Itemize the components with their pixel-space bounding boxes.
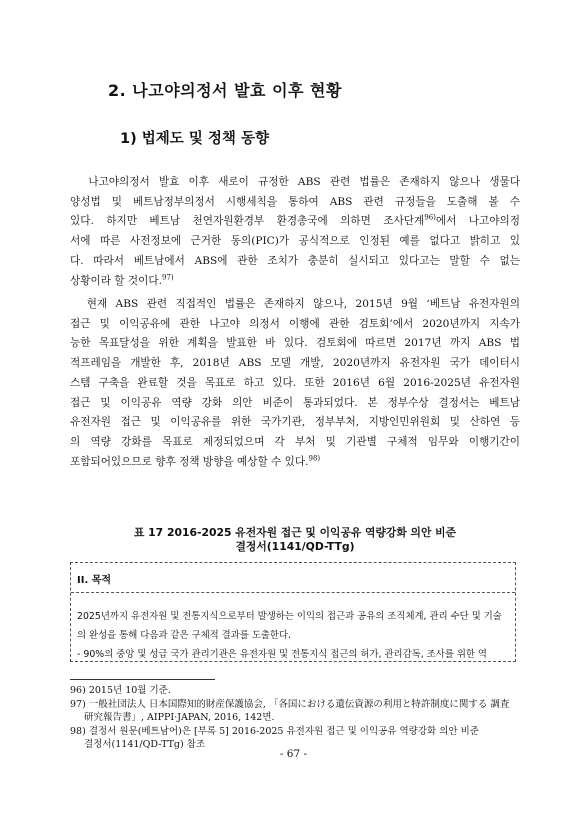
footnote: 98) 결정서 원문(베트남어)은 [부록 5] 2016-2025 유전자원 접근 및 이익공유 역량강화 의안 비준	[70, 725, 479, 737]
footnote: 96) 2015년 10월 기준.	[70, 685, 171, 696]
footnote-ref[interactable]: 96)	[424, 213, 436, 222]
subsection-title: 1) 법제도 및 정책 동향	[120, 131, 269, 147]
paragraph-line: 스템 구축을 완료할 것을 목표로 하고 있다. 또한 2016년 6월 2016-2025년 유전자원	[70, 376, 520, 389]
paragraph-line: 나고야의정서 발효 이후 새로이 규정한 ABS 관련 법률은 존재하지 않으나 생물다	[88, 176, 520, 188]
table-body-line: 의 완성을 통해 다음과 같은 구체적 결과를 도출한다.	[77, 630, 292, 641]
section-title: 2. 나고야의정서 발효 이후 현황	[108, 81, 342, 100]
footnote-divider	[70, 679, 215, 680]
paragraph-2	[70, 295, 520, 472]
footnote-ref[interactable]: 98)	[308, 454, 321, 463]
paragraph-line: 현재 ABS 관련 직접적인 법률은 존재하지 않으나, 2015년 9월 ‘베트남 유전자원의	[86, 298, 520, 310]
table-caption	[70, 526, 520, 554]
table-body	[71, 593, 515, 662]
paragraph-line: 의 역량 강화를 목표로 제정되었으며 각 부처 및 기관별 구체적 임무와 이행기간이	[70, 435, 520, 448]
paragraph-line: 접근 및 이익공유 역량 강화 의안 비준이 통과되었다. 본 정부수상 결정서는 베트남	[70, 396, 520, 409]
table-box	[70, 562, 516, 662]
footnote-continuation: 결정서(1141/QD-TTg) 참조	[84, 739, 206, 751]
footnote-ref[interactable]: 97)	[161, 272, 174, 281]
paragraph-line: 상황이라 할 것이다.$^{97)}$	[70, 272, 174, 287]
footnote: 97) 一般社団法人 日本国際知的財産保護協会, 「各国における遺伝資源の利用と特許制度に関する 調査	[70, 698, 510, 710]
paragraph-line: 양성법 및 베트남정부의정서 시행세칙을 통하여 ABS 관련 규정들을 도출해 볼 수	[70, 195, 520, 208]
paragraph-line: 포함되어있으므로 향후 정책 방향을 예상할 수 있다.$^{98)}$	[70, 454, 321, 468]
paragraph-line: 적프레임을 개발한 후, 2018년 ABS 모델 개발, 2020년까지 유전자원 국가 데이터시	[70, 357, 520, 370]
table-caption-line: 표 17 2016-2025 유전자원 접근 및 이익공유 역량강화 의안 비준	[133, 526, 457, 539]
paragraph-1	[70, 173, 520, 291]
paragraph-line: 유전자원 접근 및 이익공유를 위한 국가기관, 정부부처, 지방인민위원회 및 산하연 등	[70, 416, 520, 429]
paragraph-line: 접근 및 이익공유에 관한 나고야 의정서 이행에 관한 검토회’에서 2020년까지 지속가	[70, 317, 520, 330]
footnotes	[70, 684, 520, 752]
table-body-line: - 90%의 중앙 및 성급 국가 관리기관은 유전자원 및 전통지식 접근의 허가, 관리감독, 조사를 위한 역	[77, 649, 487, 660]
page-number: - 67 -	[279, 748, 308, 760]
footnote-continuation: 研究報告書」, AIPPI·JAPAN, 2016, 142면.	[84, 712, 275, 724]
table-caption-line: 결정서(1141/QD-TTg)	[235, 540, 355, 553]
paragraph-line: 능한 목표달성을 위한 계획을 발표한 바 있다. 검토회에 따르면 2017년 까지 ABS 법	[70, 337, 520, 350]
table-body-line: 2025년까지 유전자원 및 전통지식으로부터 발생하는 이익의 접근과 공유의 조직체계, 관리 수단 및 기술	[77, 611, 502, 622]
paragraph-line: 서에 따른 사전정보에 근거한 동의(PIC)가 공식적으로 인정된 예를 없다고 밝히고 있	[70, 235, 520, 248]
table-header: II. 목적	[71, 563, 515, 593]
paragraph-line: 있다. 하지만 베트남 천연자원환경부 환경총국에 의하면 조사단계$^{96)}$에서 나고야의정	[70, 213, 520, 228]
paragraph-line: 다. 따라서 베트남에서 ABS에 관한 조치가 충분히 실시되고 있다고는 말할 수 없는	[70, 254, 520, 267]
